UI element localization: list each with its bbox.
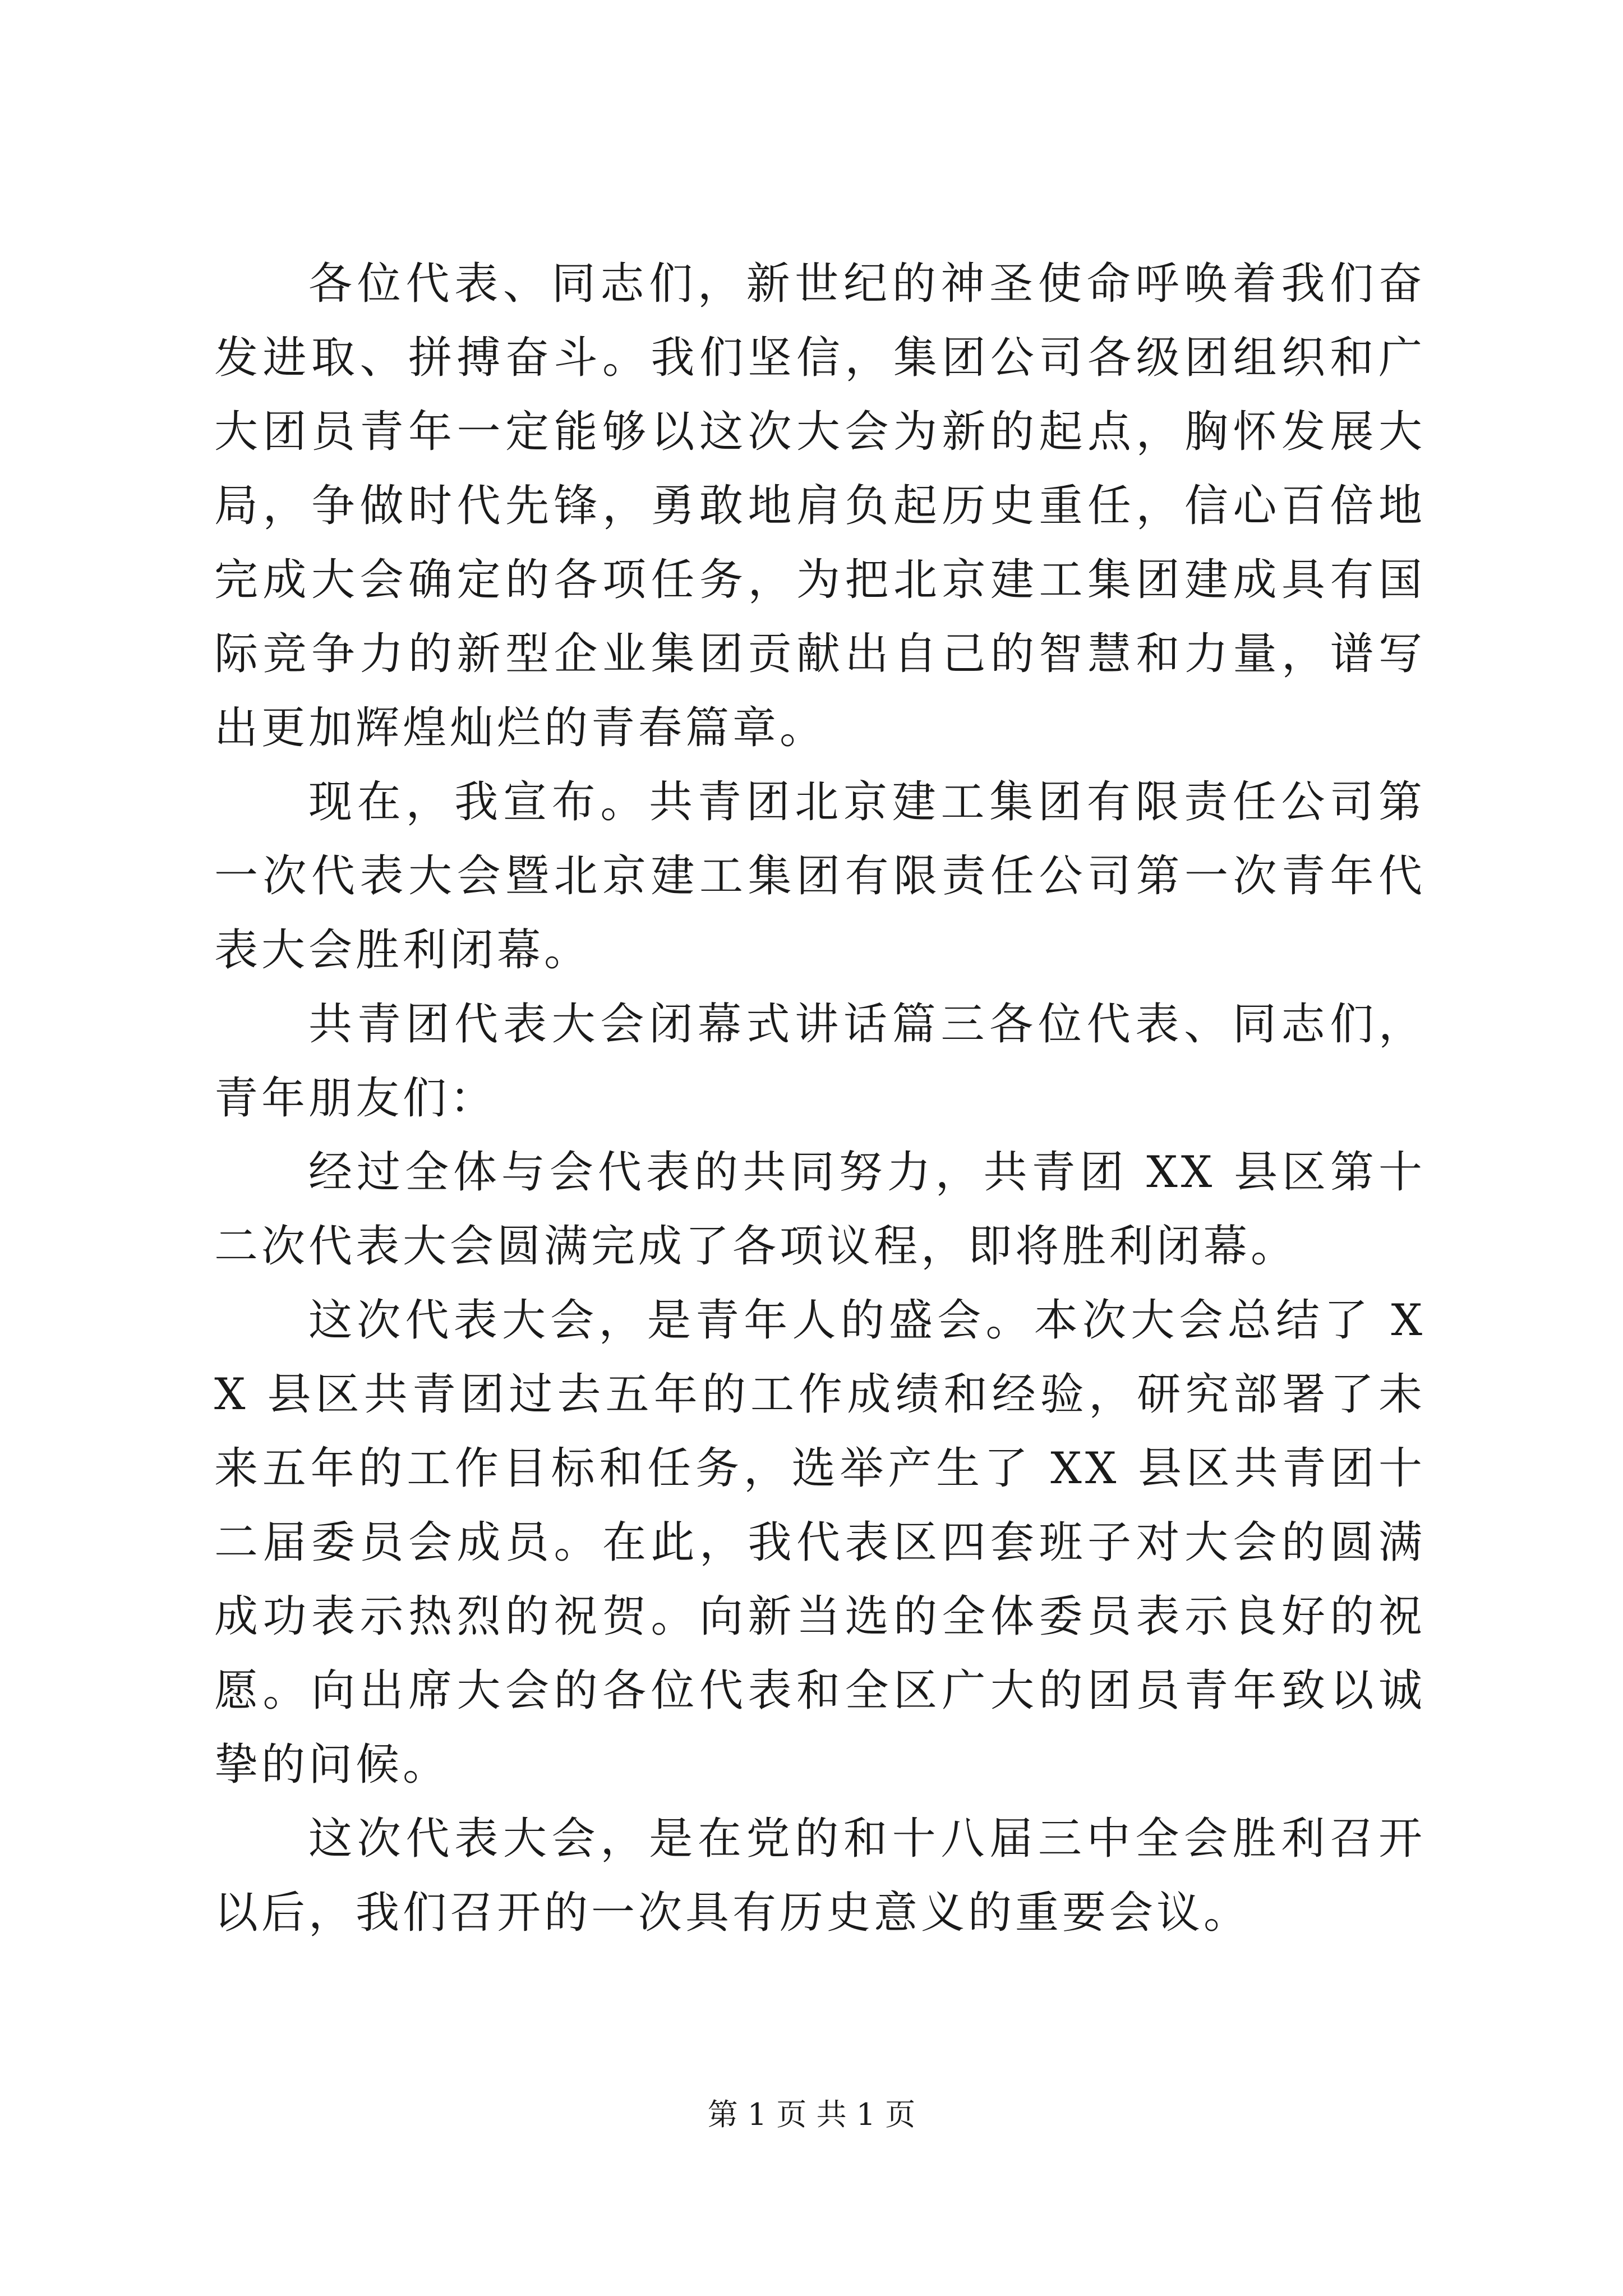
paragraph: 经过全体与会代表的共同努力，共青团 XX 县区第十二次代表大会圆满完成了各项议程，即将胜利闭幕。: [214, 1147, 1426, 1272]
paragraph: 这次代表大会，是在党的和十八届三中全会胜利召开以后，我们召开的一次具有历史意义的重要会议。: [214, 1814, 1426, 1938]
paragraph: 这次代表大会，是青年人的盛会。本次大会总结了 XX 县区共青团过去五年的工作成绩和经验，研究部署了未来五年的工作目标和任务，选举产生了 XX 县区共青团十二届委员会成员。在此，我代表区四套班子对大会的圆满成功表示热烈的祝贺。向新当选的全体委员表示良好的祝愿。向出席大会的各位代表和全区广大的团员青年致以诚挚的问候。: [214, 1295, 1426, 1790]
page-footer: 第 1 页 共 1 页: [707, 2097, 916, 2132]
paragraph: 各位代表、同志们，新世纪的神圣使命呼唤着我们奋发进取、拼搏奋斗。我们坚信，集团公司各级团组织和广大团员青年一定能够以这次大会为新的起点，胸怀发展大局，争做时代先锋，勇敢地肩负起历史重任，信心百倍地完成大会确定的各项任务，为把北京建工集团建成具有国际竞争力的新型企业集团贡献出自己的智慧和力量，谱写出更加辉煌灿烂的青春篇章。: [214, 259, 1426, 753]
paragraph: 现在，我宣布。共青团北京建工集团有限责任公司第一次代表大会暨北京建工集团有限责任公司第一次青年代表大会胜利闭幕。: [214, 777, 1426, 976]
document-body: [214, 247, 1426, 1950]
paragraph: 共青团代表大会闭幕式讲话篇三各位代表、同志们，青年朋友们：: [214, 999, 1426, 1124]
